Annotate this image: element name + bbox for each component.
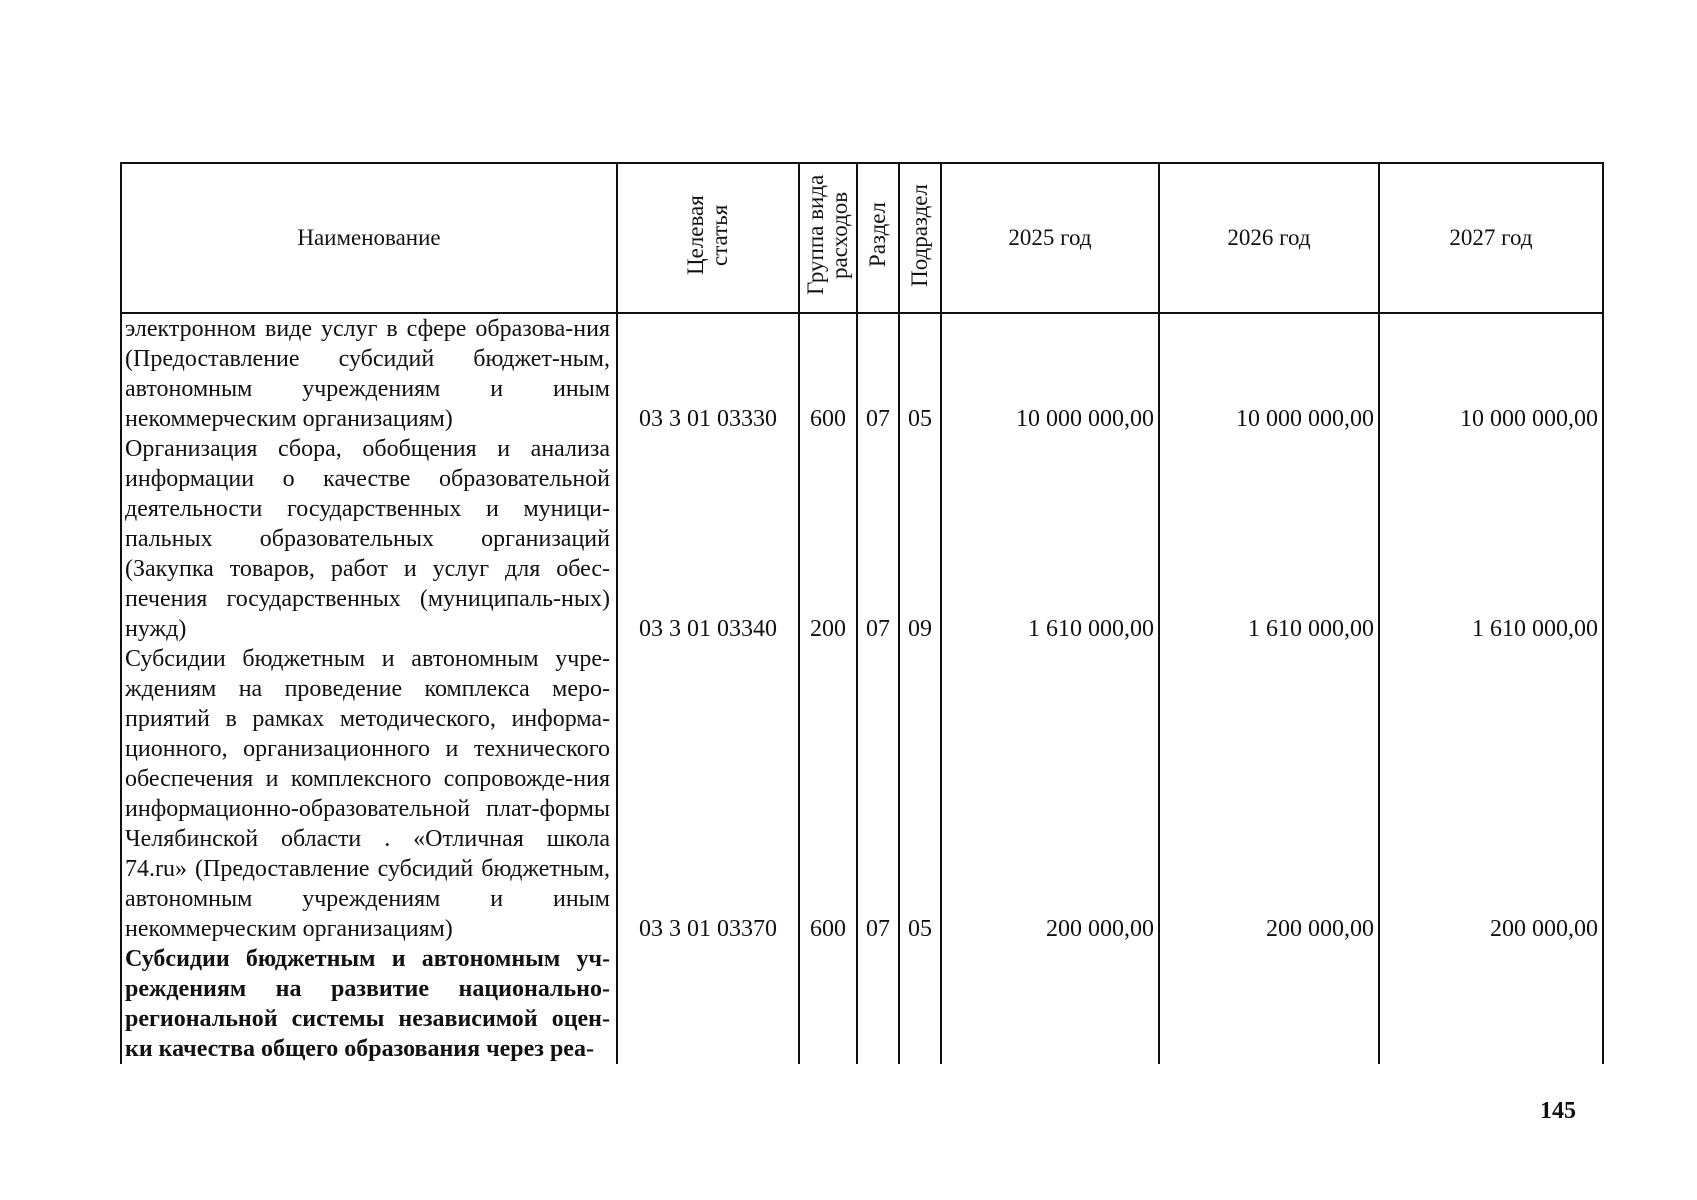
row-2026: 10 000 000,00: [1159, 313, 1379, 434]
header-section: Раздел: [857, 163, 899, 313]
row-section: 07: [857, 434, 899, 644]
header-name: Наименование: [121, 163, 617, 313]
row-name: Организация сбора, обобщения и анализа информации о качестве образовательной деятельности государственных и муници-пальных образовательных организаций (Закупка товаров, работ и услуг для обес-печения государственных (муниципаль-ных) нужд): [121, 434, 617, 644]
header-2027: 2027 год: [1379, 163, 1603, 313]
row-section: 07: [857, 644, 899, 944]
row-subsection: [899, 944, 941, 1064]
header-2025: 2025 год: [941, 163, 1159, 313]
row-subsection: 09: [899, 434, 941, 644]
row-2027: 200 000,00: [1379, 644, 1603, 944]
row-2026: 1 610 000,00: [1159, 434, 1379, 644]
header-2026: 2026 год: [1159, 163, 1379, 313]
table-row: [121, 313, 1603, 434]
header-group: Группа вида расходов: [799, 163, 857, 313]
table-row: [121, 944, 1603, 1064]
header-target: Целевая статья: [617, 163, 799, 313]
row-2025: 1 610 000,00: [941, 434, 1159, 644]
row-2026: [1159, 944, 1379, 1064]
row-group: 600: [799, 313, 857, 434]
row-name: Субсидии бюджетным и автономным уч-реждениям на развитие национально-региональной системы независимой оцен-ки качества общего образования через реа-: [121, 944, 617, 1064]
page-number: 145: [1540, 1098, 1576, 1124]
row-2027: 1 610 000,00: [1379, 434, 1603, 644]
row-name: Субсидии бюджетным и автономным учре-ждениям на проведение комплекса меро-приятий в рамках методического, информа-ционного, организационного и технического обеспечения и комплексного сопровожде-ния информационно-образовательной плат-формы Челябинской области . «Отличная школа 74.ru» (Предоставление субсидий бюджетным, автономным учреждениям и иным некоммерческим организациям): [121, 644, 617, 944]
row-section: [857, 944, 899, 1064]
row-subsection: 05: [899, 313, 941, 434]
row-group: 600: [799, 644, 857, 944]
row-section: 07: [857, 313, 899, 434]
table-row: [121, 434, 1603, 644]
row-target: 03 3 01 03330: [617, 313, 799, 434]
row-target: 03 3 01 03370: [617, 644, 799, 944]
row-target: 03 3 01 03340: [617, 434, 799, 644]
table-row: [121, 644, 1603, 944]
row-2027: 10 000 000,00: [1379, 313, 1603, 434]
row-subsection: 05: [899, 644, 941, 944]
header-row: [121, 163, 1603, 313]
row-name: электронном виде услуг в сфере образова-ния (Предоставление субсидий бюджет-ным, автономным учреждениям и иным некоммерческим организациям): [121, 313, 617, 434]
budget-table: [120, 162, 1604, 1064]
row-2025: 200 000,00: [941, 644, 1159, 944]
header-subsection: Подраздел: [899, 163, 941, 313]
row-group: [799, 944, 857, 1064]
row-2025: [941, 944, 1159, 1064]
row-2025: 10 000 000,00: [941, 313, 1159, 434]
row-group: 200: [799, 434, 857, 644]
row-target: [617, 944, 799, 1064]
row-2026: 200 000,00: [1159, 644, 1379, 944]
row-2027: [1379, 944, 1603, 1064]
